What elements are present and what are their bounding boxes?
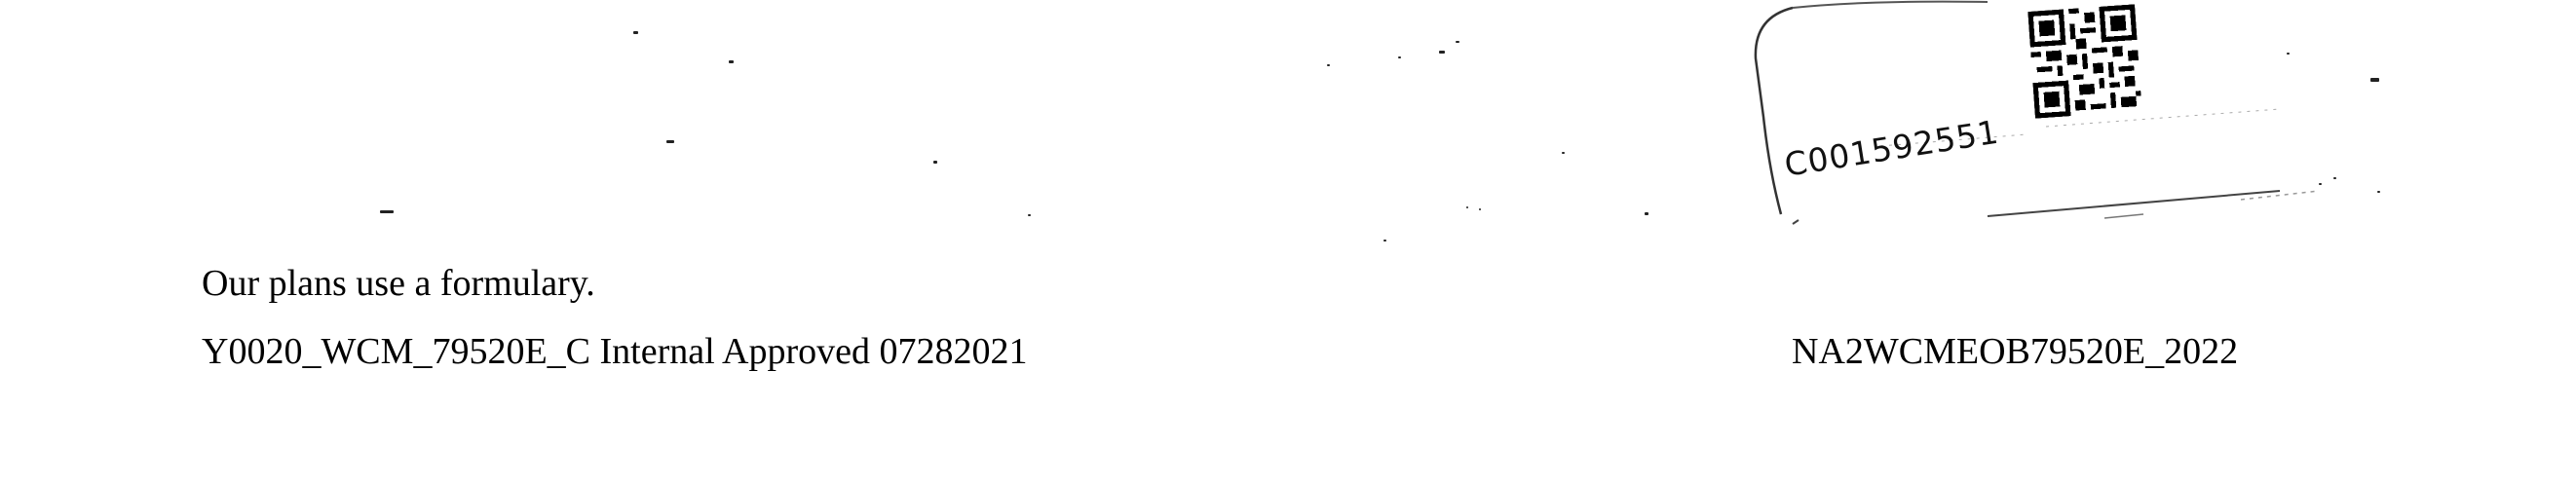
document-code: NA2WCMEOB79520E_2022 [1792,331,2239,372]
formulary-note: Our plans use a formulary. [202,263,595,304]
qr-code-icon [2027,4,2141,118]
scan-speck [666,140,674,143]
scan-speck [1562,152,1565,154]
scan-speck [933,161,937,164]
scan-speck [1398,56,1401,58]
scan-speck [1327,64,1330,66]
scan-speck [380,210,394,213]
scan-speck [1466,206,1468,208]
scan-speck [1439,51,1445,54]
barcode-label-id: C001592551 [1781,112,2002,184]
scan-speck [1645,212,1648,215]
scan-speck [1028,214,1031,216]
scan-speck [1383,240,1386,242]
scan-speck [1479,208,1481,210]
approval-code: Y0020_WCM_79520E_C Internal Approved 07282021 [202,331,1028,372]
scan-speck [633,31,638,34]
scan-speck [1456,41,1459,43]
scan-speck [729,60,734,63]
